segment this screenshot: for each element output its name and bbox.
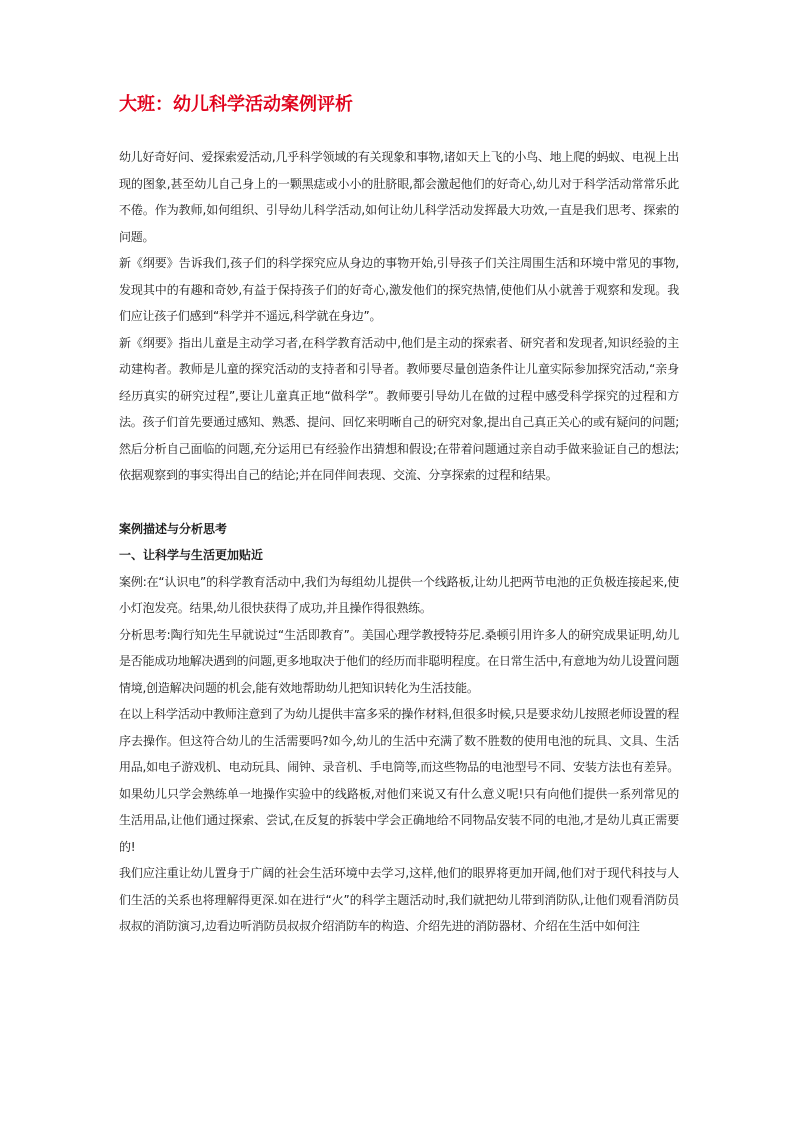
intro-paragraph-1: 幼儿好奇好问、爱探索爱活动,几乎科学领域的有关现象和事物,诸如天上飞的小鸟、地上爬的蚂蚁、电视上出现的图象,甚至幼儿自己身上的一颗黑痣或小小的肚脐眼,都会激起他们的好奇心,幼儿对于科学活动常常乐此不倦。作为教师,如何组织、引导幼儿科学活动,如何让幼儿科学活动发挥最大功效,一直是我们思考、探索的问题。 [119,150,679,244]
subsection-heading: 一、让科学与生活更加贴近 [119,548,264,562]
case-paragraph-3: 在以上科学活动中教师注意到了为幼儿提供丰富多采的操作材料,但很多时候,只是要求幼儿按照老师设置的程序去操作。但这符合幼儿的生活需要吗?如今,幼儿的生活中充满了数不胜数的使用电池的玩具、文具、生活用品,如电子游戏机、电动玩具、闹钟、录音机、手电筒等,而这些物品的电池型号不同、安装方法也有差异。如果幼儿只学会熟练单一地操作实验中的线路板,对他们来说又有什么意义呢!只有向他们提供一系列常见的生活用品,让他们通过探索、尝试,在反复的拆装中学会正确地给不同物品安装不同的电池,才是幼儿真正需要的! [119,707,679,854]
section-spacer [119,489,679,516]
intro-paragraph-2: 新《纲要》告诉我们,孩子们的科学探究应从身边的事物开始,引导孩子们关注周围生活和环境中常见的事物,发现其中的有趣和奇妙,有益于保持孩子们的好奇心,激发他们的探究热情,使他们从小就善于观察和发现。我们应让孩子们感到“科学并不遥远,科学就在身边”。 [119,256,679,323]
case-paragraph-4: 我们应注重让幼儿置身于广阔的社会生活环境中去学习,这样,他们的眼界将更加开阔,他们对于现代科技与人们生活的关系也将理解得更深.如在进行“火”的科学主题活动时,我们就把幼儿带到消防队,让他们观看消防员叔叔的消防演习,边看边听消防员叔叔介绍消防车的构造、介绍先进的消防器材、介绍在生活中如何注 [119,866,679,933]
intro-paragraph-3: 新《纲要》指出儿童是主动学习者,在科学教育活动中,他们是主动的探索者、研究者和发现者,知识经验的主动建构者。教师是儿童的探究活动的支持者和引导者。教师要尽量创造条件让儿童实际参加探究活动,“亲身经历真实的研究过程”,要让儿童真正地“做科学”。教师要引导幼儿在做的过程中感受科学探究的过程和方法。孩子们首先要通过感知、熟悉、提问、回忆来明晰自己的研究对象,提出自己真正关心的或有疑问的问题;然后分析自己面临的问题,充分运用已有经验作出猜想和假设;在带着问题通过亲自动手做来验证自己的想法;依据观察到的事实得出自己的结论;并在同伴间表现、交流、分享探索的过程和结果。 [119,335,679,482]
document-title: 大班：幼儿科学活动案例评析 [119,94,353,115]
case-paragraph-2: 分析思考:陶行知先生早就说过“生活即教育”。美国心理学教授特芬尼.桑顿引用许多人的研究成果证明,幼儿是否能成功地解决遇到的问题,更多地取决于他们的经历而非聪明程度。在日常生活中,有意地为幼儿设置问题情境,创造解决问题的机会,能有效地帮助幼儿把知识转化为生活技能。 [119,627,679,695]
document-page [119,92,679,940]
section-heading: 案例描述与分析思考 [119,521,228,536]
case-paragraph-1: 案例:在“认识电”的科学教育活动中,我们为每组幼儿提供一个线路板,让幼儿把两节电池的正负极连接起来,使小灯泡发亮。结果,幼儿很快获得了成功,并且操作得很熟练。 [119,574,679,615]
